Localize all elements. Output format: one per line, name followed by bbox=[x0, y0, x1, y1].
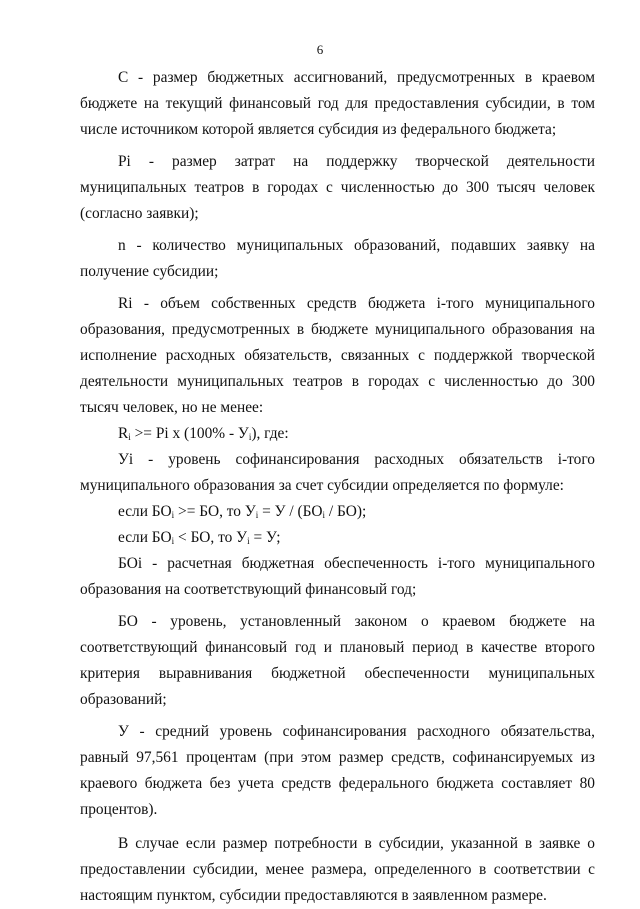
formula-case-1-part: если БО bbox=[118, 503, 172, 520]
paragraph-bo-definition: БО - уровень, установленный законом о краевом бюджете на соответствующий финансовый год и плановый период в качестве второго критерия выравнивания бюджетной обеспеченности муниципальных образований; bbox=[80, 613, 595, 708]
paragraph-final-clause: В случае если размер потребности в субсидии, указанной в заявке о предоставлении субсидии, менее размера, определенного в соответствии с настоящим пунктом, субсидии предоставляются в заявленном размере. bbox=[80, 835, 595, 904]
formula-ri bbox=[80, 421, 595, 447]
formula-case-1-subscript: i bbox=[322, 510, 325, 520]
formula-case-1-subscript: i bbox=[255, 510, 259, 520]
formula-ri-subscript: i bbox=[128, 432, 131, 442]
paragraph-yi-definition: Уi - уровень софинансирования расходных обязательств i-того муниципального образования за счет субсидии определяется по формуле: bbox=[80, 451, 595, 494]
paragraph-boi-definition: БОi - расчетная бюджетная обеспеченность i-того муниципального образования на соответствующий финансовый год; bbox=[80, 555, 595, 598]
formula-case-2-part: = У; bbox=[249, 529, 281, 546]
formula-ri-part: ), где: bbox=[251, 425, 289, 442]
formula-case-1 bbox=[80, 499, 595, 525]
page-number: 6 bbox=[316, 42, 324, 57]
formula-case-1-part: >= БО, то У bbox=[174, 503, 256, 520]
document-body bbox=[80, 65, 595, 909]
formula-case-1-subscript: i bbox=[171, 510, 175, 520]
formula-case-2-part: если БО bbox=[118, 529, 172, 546]
formula-case-2 bbox=[80, 525, 595, 551]
paragraph-ri-definition: Ri - объем собственных средств бюджета i-того муниципального образования, предусмотренных в бюджете муниципального образования на исполнение расходных обязательств, связанных с поддержкой творческой деятельности муниципальных театров в городах с численностью до 300 тысяч человек, но не менее: bbox=[80, 295, 595, 416]
formula-case-2-subscript: i bbox=[247, 536, 250, 546]
formula-case-2-subscript: i bbox=[171, 536, 175, 546]
formula-ri-subscript: i bbox=[248, 432, 252, 442]
paragraph-c-definition: С - размер бюджетных ассигнований, предусмотренных в краевом бюджете на текущий финансовый год для предоставления субсидии, в том числе источником которой является субсидия из федерального бюджета; bbox=[80, 69, 595, 138]
paragraph-y-definition: У - средний уровень софинансирования расходного обязательства, равный 97,561 процентам (при этом размер средств, софинансируемых из краевого бюджета без учета средств федерального бюджета составляет 80 процентов). bbox=[80, 723, 595, 818]
formula-case-1-part: / БО); bbox=[325, 503, 367, 520]
formula-case-2-part: < БО, то У bbox=[174, 529, 248, 546]
formula-ri-part: >= Pi x (100% - У bbox=[130, 425, 249, 442]
formula-case-1-part: = У / (БО bbox=[258, 503, 323, 520]
formula-ri-part: R bbox=[118, 425, 129, 442]
paragraph-pi-definition: Pi - размер затрат на поддержку творческой деятельности муниципальных театров в городах с численностью до 300 тысяч человек (согласно заявки); bbox=[80, 153, 595, 222]
paragraph-n-definition: n - количество муниципальных образований, подавших заявку на получение субсидии; bbox=[80, 237, 595, 280]
